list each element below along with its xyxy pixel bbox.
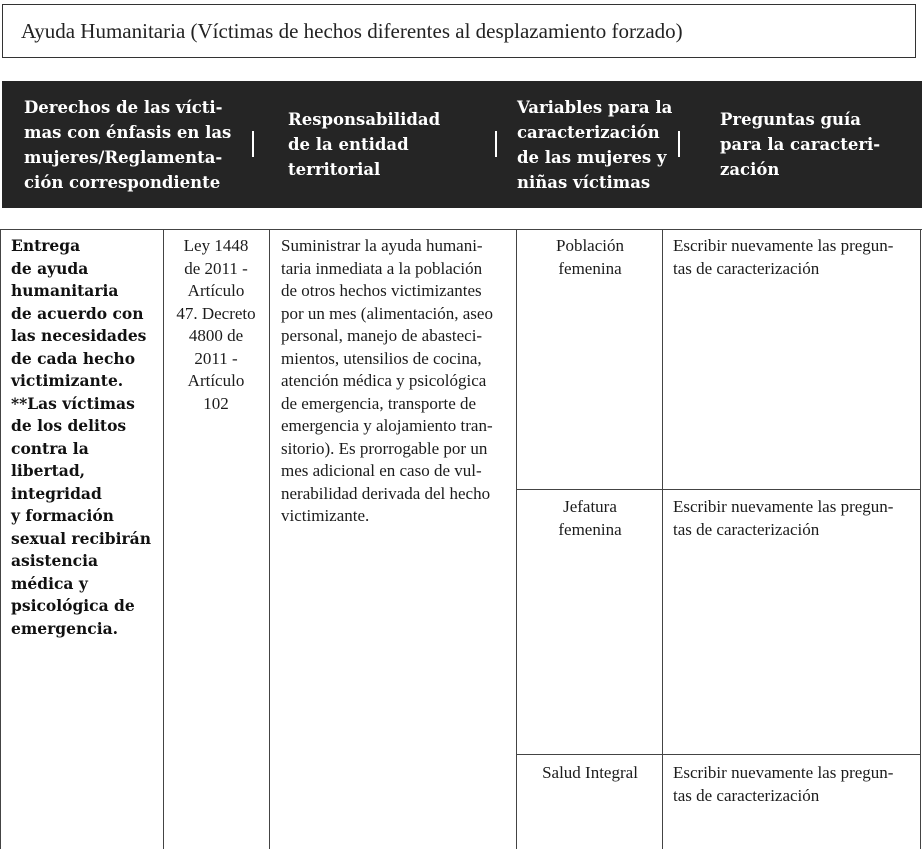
column-divider [0, 230, 1, 849]
header-preguntas: Preguntas guía para la caracteri- zación [720, 110, 881, 179]
cell-variable-poblacion: Población femenina [556, 236, 624, 278]
header-separator [252, 131, 254, 157]
cell-pregunta-poblacion: Escribir nuevamente las pregun- tas de caracterización [673, 236, 894, 278]
cell-derecho: Entrega de ayuda humanitaria de acuerdo con las necesidades de cada hecho victimizante. **Las víctimas de los delitos contra la libertad, integridad y formación sexual recibirán asistencia médica y psicológica de emergencia. [11, 236, 151, 638]
header-variables: Variables para la caracterización de las mujeres y niñas víctimas [517, 97, 673, 192]
column-divider [920, 230, 921, 849]
header-separator [495, 131, 497, 157]
row-divider [516, 754, 921, 755]
header-responsabilidad: Responsabilidad de la entidad territorial [288, 110, 441, 179]
cell-reglamentacion: Ley 1448 de 2011 - Artículo 47. Decreto 4800 de 2011 - Artículo 102 [176, 236, 256, 413]
column-divider [163, 230, 164, 849]
title-text: Ayuda Humanitaria (Víctimas de hechos diferentes al desplazamiento forzado) [21, 18, 683, 43]
column-divider [516, 230, 517, 849]
header-separator [678, 131, 680, 157]
column-divider [269, 230, 270, 849]
column-divider [662, 230, 663, 849]
cell-responsabilidad: Suministrar la ayuda humani- taria inmediata a la población de otros hechos victimizantes por un mes (alimentación, aseo personal, manejo de abasteci- mientos, utensilios de cocina, atención médica y psicológica de emergencia, transporte de emergencia y alojamiento tran- sitorio). Es prorrogable por un mes adicional en caso de vul- nerabilidad derivada del hecho victimizante. [281, 236, 493, 525]
header-derechos: Derechos de las vícti- mas con énfasis en las mujeres/Reglamenta- ción correspondiente [24, 97, 232, 192]
row-divider [516, 489, 921, 490]
cell-pregunta-salud: Escribir nuevamente las pregun- tas de caracterización [673, 763, 894, 805]
table-title [2, 4, 916, 58]
table-body [0, 229, 922, 849]
cell-variable-jefatura: Jefatura femenina [558, 497, 622, 539]
cell-variable-salud: Salud Integral [542, 763, 638, 782]
table-header [2, 81, 922, 208]
cell-pregunta-jefatura: Escribir nuevamente las pregun- tas de caracterización [673, 497, 894, 539]
